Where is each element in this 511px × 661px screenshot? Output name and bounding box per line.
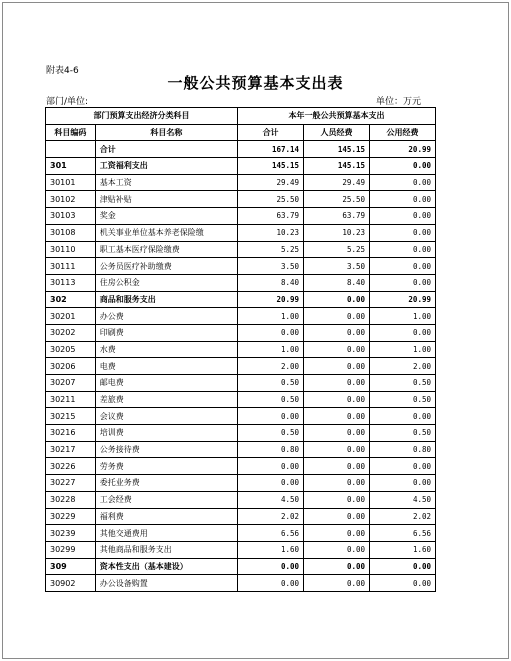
- cell-personnel: 0.00: [304, 575, 370, 592]
- cell-personnel: 0.00: [304, 525, 370, 542]
- cell-public: 0.00: [370, 224, 436, 241]
- cell-total: 0.00: [238, 324, 304, 341]
- cell-code: 30111: [46, 258, 96, 275]
- cell-code: 30206: [46, 358, 96, 375]
- table-row: [46, 441, 436, 458]
- cell-name: 津贴补贴: [95, 191, 237, 208]
- cell-name: 公务员医疗补助缴费: [95, 258, 237, 275]
- cell-total: 5.25: [238, 241, 304, 258]
- cell-total: 0.50: [238, 391, 304, 408]
- cell-public: 0.00: [370, 558, 436, 575]
- cell-public: 6.56: [370, 525, 436, 542]
- cell-name: 工会经费: [95, 491, 237, 508]
- cell-public: 0.00: [370, 191, 436, 208]
- cell-personnel: 0.00: [304, 308, 370, 325]
- cell-personnel: 0.00: [304, 408, 370, 425]
- header-group-expenditure: 本年一般公共预算基本支出: [238, 108, 436, 125]
- cell-public: 0.00: [370, 458, 436, 475]
- cell-total: 1.00: [238, 308, 304, 325]
- header-code: 科目编码: [46, 124, 96, 141]
- cell-total: 29.49: [238, 174, 304, 191]
- cell-personnel: 0.00: [304, 375, 370, 392]
- cell-total: 0.00: [238, 475, 304, 492]
- cell-public: 0.50: [370, 425, 436, 442]
- table-row: [46, 491, 436, 508]
- cell-name: 住房公积金: [95, 274, 237, 291]
- cell-personnel: 10.23: [304, 224, 370, 241]
- table-row: [46, 191, 436, 208]
- cell-public: 0.00: [370, 208, 436, 225]
- cell-code: 309: [46, 558, 96, 575]
- table-row: [46, 208, 436, 225]
- cell-name: 邮电费: [95, 375, 237, 392]
- cell-code: 30217: [46, 441, 96, 458]
- cell-personnel: 0.00: [304, 425, 370, 442]
- table-row: [46, 508, 436, 525]
- cell-personnel: 0.00: [304, 475, 370, 492]
- cell-name: 会议费: [95, 408, 237, 425]
- cell-code: 30205: [46, 341, 96, 358]
- cell-public: 0.00: [370, 174, 436, 191]
- table-row: [46, 341, 436, 358]
- cell-name: 电费: [95, 358, 237, 375]
- cell-personnel: 3.50: [304, 258, 370, 275]
- table-row: [46, 158, 436, 175]
- cell-personnel: 0.00: [304, 291, 370, 308]
- cell-name: 合计: [95, 141, 237, 158]
- cell-total: 10.23: [238, 224, 304, 241]
- cell-public: 0.80: [370, 441, 436, 458]
- cell-code: 301: [46, 158, 96, 175]
- cell-code: 30201: [46, 308, 96, 325]
- cell-total: 0.50: [238, 375, 304, 392]
- cell-name: 委托业务费: [95, 475, 237, 492]
- expenditure-table: [45, 107, 436, 592]
- cell-personnel: 29.49: [304, 174, 370, 191]
- cell-total: 1.60: [238, 541, 304, 558]
- cell-public: 1.00: [370, 308, 436, 325]
- header-public: 公用经费: [370, 124, 436, 141]
- cell-code: 30229: [46, 508, 96, 525]
- cell-public: 2.02: [370, 508, 436, 525]
- table-row: [46, 391, 436, 408]
- cell-code: 30239: [46, 525, 96, 542]
- cell-code: 30227: [46, 475, 96, 492]
- cell-name: 福利费: [95, 508, 237, 525]
- cell-public: 0.00: [370, 475, 436, 492]
- table-row: [46, 308, 436, 325]
- cell-code: [46, 141, 96, 158]
- cell-public: 0.00: [370, 258, 436, 275]
- cell-public: 20.99: [370, 141, 436, 158]
- cell-personnel: 0.00: [304, 558, 370, 575]
- cell-public: 0.50: [370, 375, 436, 392]
- header-total: 合计: [238, 124, 304, 141]
- cell-public: 0.00: [370, 324, 436, 341]
- cell-name: 其他交通费用: [95, 525, 237, 542]
- cell-personnel: 145.15: [304, 141, 370, 158]
- cell-public: 0.00: [370, 158, 436, 175]
- cell-code: 30103: [46, 208, 96, 225]
- table-row: [46, 224, 436, 241]
- cell-name: 基本工资: [95, 174, 237, 191]
- cell-public: 4.50: [370, 491, 436, 508]
- cell-personnel: 145.15: [304, 158, 370, 175]
- table-row: [46, 324, 436, 341]
- cell-code: 302: [46, 291, 96, 308]
- cell-name: 其他商品和服务支出: [95, 541, 237, 558]
- cell-public: 0.00: [370, 575, 436, 592]
- cell-personnel: 0.00: [304, 324, 370, 341]
- table-row: [46, 575, 436, 592]
- table-row: [46, 408, 436, 425]
- cell-total: 4.50: [238, 491, 304, 508]
- cell-total: 0.00: [238, 408, 304, 425]
- cell-total: 63.79: [238, 208, 304, 225]
- table-row: [46, 425, 436, 442]
- cell-total: 2.00: [238, 358, 304, 375]
- cell-name: 奖金: [95, 208, 237, 225]
- cell-name: 差旅费: [95, 391, 237, 408]
- cell-name: 工资福利支出: [95, 158, 237, 175]
- cell-name: 水费: [95, 341, 237, 358]
- attachment-label: 附表4-6: [46, 66, 79, 76]
- cell-total: 6.56: [238, 525, 304, 542]
- cell-code: 30113: [46, 274, 96, 291]
- cell-public: 0.00: [370, 241, 436, 258]
- cell-code: 30110: [46, 241, 96, 258]
- cell-code: 30101: [46, 174, 96, 191]
- table-row: [46, 241, 436, 258]
- cell-code: 30202: [46, 324, 96, 341]
- cell-name: 机关事业单位基本养老保险缴: [95, 224, 237, 241]
- cell-total: 0.80: [238, 441, 304, 458]
- cell-name: 办公费: [95, 308, 237, 325]
- cell-code: 30211: [46, 391, 96, 408]
- cell-name: 公务接待费: [95, 441, 237, 458]
- cell-code: 30215: [46, 408, 96, 425]
- table-row: [46, 291, 436, 308]
- header-personnel: 人员经费: [304, 124, 370, 141]
- cell-personnel: 63.79: [304, 208, 370, 225]
- table-row: [46, 475, 436, 492]
- cell-name: 商品和服务支出: [95, 291, 237, 308]
- table-row: [46, 141, 436, 158]
- cell-total: 8.40: [238, 274, 304, 291]
- cell-total: 2.02: [238, 508, 304, 525]
- cell-name: 办公设备购置: [95, 575, 237, 592]
- cell-personnel: 25.50: [304, 191, 370, 208]
- cell-code: 30226: [46, 458, 96, 475]
- cell-personnel: 0.00: [304, 508, 370, 525]
- cell-total: 1.00: [238, 341, 304, 358]
- table-row: [46, 525, 436, 542]
- table-row: [46, 174, 436, 191]
- cell-total: 0.00: [238, 558, 304, 575]
- cell-public: 1.60: [370, 541, 436, 558]
- table-row: [46, 458, 436, 475]
- cell-total: 0.00: [238, 458, 304, 475]
- page-title: 一般公共预算基本支出表: [167, 74, 344, 92]
- cell-total: 167.14: [238, 141, 304, 158]
- cell-personnel: 0.00: [304, 391, 370, 408]
- cell-personnel: 0.00: [304, 441, 370, 458]
- cell-personnel: 0.00: [304, 458, 370, 475]
- cell-code: 30216: [46, 425, 96, 442]
- cell-total: 20.99: [238, 291, 304, 308]
- cell-personnel: 8.40: [304, 274, 370, 291]
- cell-code: 30902: [46, 575, 96, 592]
- cell-public: 20.99: [370, 291, 436, 308]
- cell-code: 30207: [46, 375, 96, 392]
- cell-personnel: 0.00: [304, 541, 370, 558]
- unit-label: 单位：万元: [376, 97, 422, 107]
- cell-public: 2.00: [370, 358, 436, 375]
- cell-personnel: 5.25: [304, 241, 370, 258]
- header-group-classification: 部门预算支出经济分类科目: [46, 108, 238, 125]
- cell-code: 30108: [46, 224, 96, 241]
- cell-code: 30228: [46, 491, 96, 508]
- cell-personnel: 0.00: [304, 341, 370, 358]
- header-name: 科目名称: [95, 124, 237, 141]
- cell-name: 培训费: [95, 425, 237, 442]
- table-row: [46, 541, 436, 558]
- cell-code: 30102: [46, 191, 96, 208]
- cell-personnel: 0.00: [304, 491, 370, 508]
- cell-total: 0.00: [238, 575, 304, 592]
- cell-public: 0.50: [370, 391, 436, 408]
- cell-total: 145.15: [238, 158, 304, 175]
- table-row: [46, 258, 436, 275]
- table-row: [46, 358, 436, 375]
- cell-code: 30299: [46, 541, 96, 558]
- table-row: [46, 558, 436, 575]
- table-row: [46, 375, 436, 392]
- cell-public: 0.00: [370, 408, 436, 425]
- cell-public: 1.00: [370, 341, 436, 358]
- cell-name: 劳务费: [95, 458, 237, 475]
- cell-personnel: 0.00: [304, 358, 370, 375]
- cell-name: 资本性支出（基本建设）: [95, 558, 237, 575]
- cell-total: 3.50: [238, 258, 304, 275]
- cell-name: 印刷费: [95, 324, 237, 341]
- cell-total: 0.50: [238, 425, 304, 442]
- cell-total: 25.50: [238, 191, 304, 208]
- cell-public: 0.00: [370, 274, 436, 291]
- department-label: 部门/单位:: [46, 97, 89, 107]
- table-row: [46, 274, 436, 291]
- cell-name: 职工基本医疗保险缴费: [95, 241, 237, 258]
